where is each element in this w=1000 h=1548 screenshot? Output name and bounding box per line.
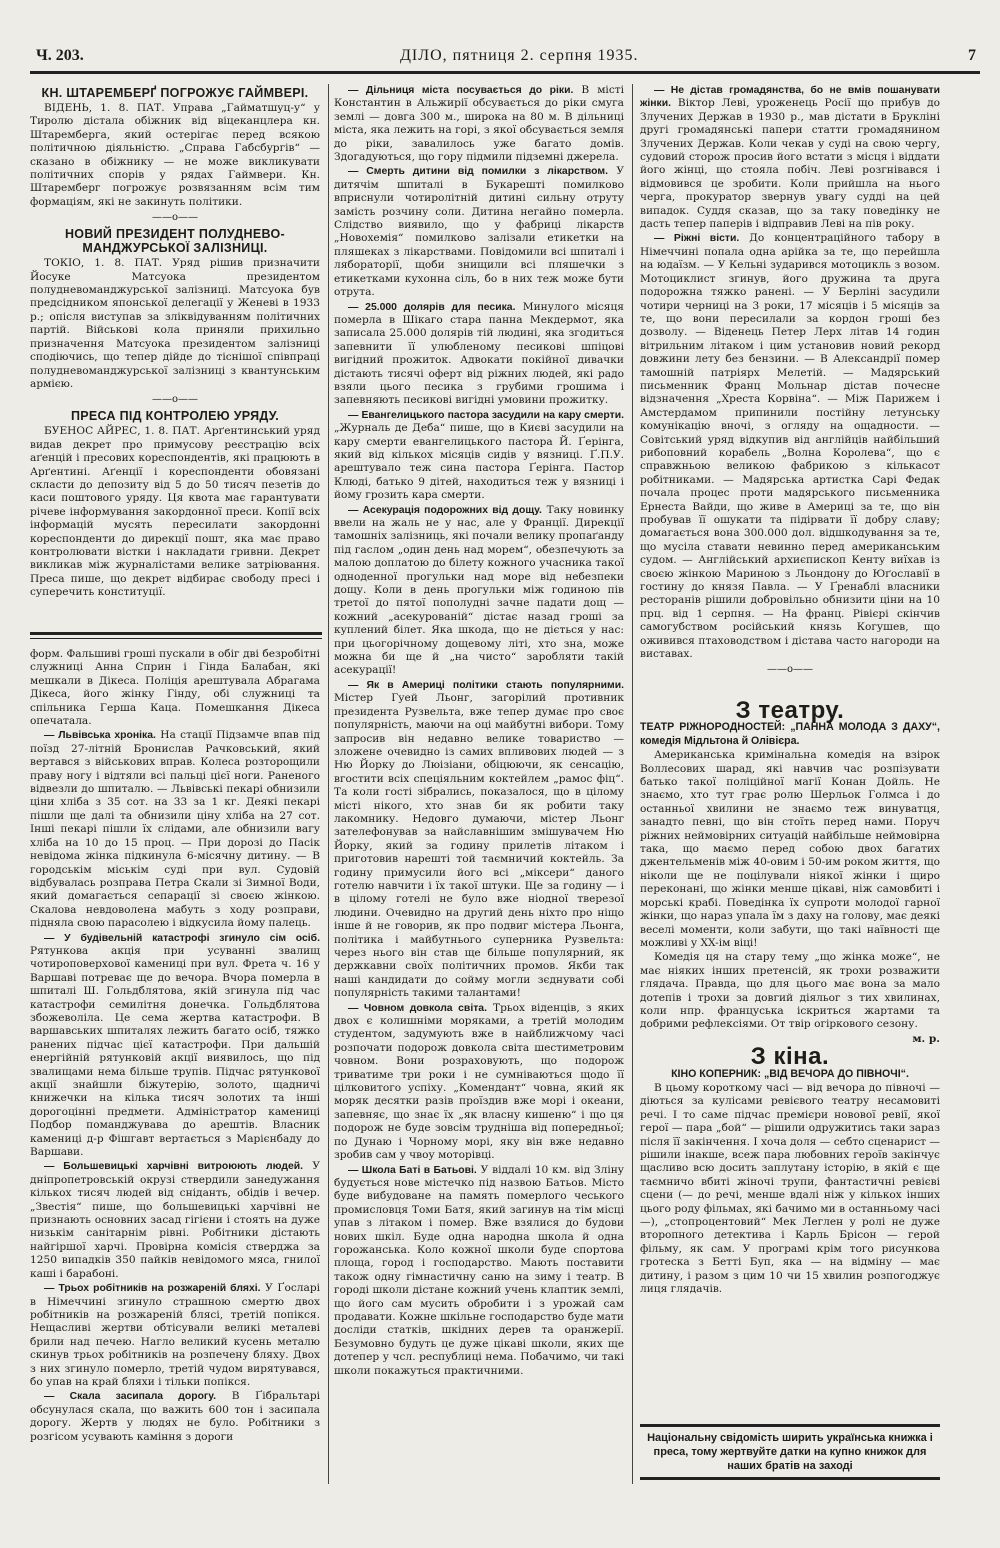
article-body: ТОКІО, 1. 8. ПАТ. Уряд рішив призначити Йосуке Матсуока президентом полудневоманджурської залізниці. Матсуока був предсідником японської делегації у Женеві в 1933 р.; опісля виступав за зліквідуванням політичних партій. Військові кола приняли прихильно призначення Матсуока президентом залізниці сподіючись, що тепер дійде до тіснішої співпраці полудневоманджурської залізниці з квантунським армією. bbox=[30, 257, 320, 390]
news-item: — Львівська хроніка. На стації Підзамче впав під поїзд 27-літній Бронислав Рачковський, який вертався з військових вправ. Колеса розторощили праву ногу і відтяли всі пальці цієї ноги. Раненого відвезли до шпиталю. — Львівські пекарі обнизили ціни хліба з 35 сот. на 33 за 1 кг. Деякі пекарі пішли ще далі та обнизили ціну хліба на 27 сот. Інші пекарі пішли їх слідами, але обнизили вагу хліба на 10 до 15 проц. — При дорозі до Пасік невідома жінка підкинула 6-місячну дитину. — В городськім міськім суді при вул. Судовій відбувалась розправа Петра Скали зі Зимної Води, який домагається сепарації зі своєю жінкою. Скалова невдоволена мабуть з ходу розправи, підняла свою парасолею і відкусила йому палець. bbox=[30, 729, 320, 930]
news-item: — Школа Баті в Батьові. У віддалі 10 км. від Зліну будується нове містечко під назвою Батьов. Місто буде вибудоване на память померлого чеського промисловця Томи Батя, який загинув на тім місці упав з літаком і помер. Вже взялися до будови нових шкіл. Буде одна народна школа й одна горожанська. Коло кожної школи буде спортова площа, город і господарство. Мають поставити також одну гімнастичну саню на зиму і театр. В городі школи дістане кожний учень клаптик землі, що його сам мусить обробити і з урожай сам продавати. Кожне шкільне господарство буде мати досліди статків, шкідних дерев та оранжерії. Безумовно будуть це дуже цікаві школи, яких ще дотепер у чсл. республиці нема. Побачимо, чи такі школи покажуться практичними. bbox=[334, 1163, 624, 1377]
divider: ——o—— bbox=[151, 212, 199, 224]
news-item: — Дільниця міста посувається до ріки. В місті Константин в Альжирії обсувається до ріки смуга землі — довга 300 м., широка на 80 м. В дільниці міста, яка лежить на горі, з якої обсувається земля до ріки, завалилось уже багато домів. Здогадуються, що гору підмили підземні джерела. bbox=[334, 84, 624, 164]
review-paragraph: Американська кримінальна комедія на взірок Воллесових шарад, які навчив час розпізувати батько такої поліційної магії Конан Дойль. Не знаємо, хто тут грає ролю Шерльок Голмса і до останньої хвилини не знаємо теж винуватця, занадто певні, що він стоїть перед нами. Поруч ріжних неймовірних ситуацій найбільше неймовірна така, що маємо перед собою двох багатих джентельменів між 40-овим і 50-им роком життя, що ніколи ще не поцілували ніякої жінки і щиро переконані, що жінки менше цікаві, ніж самовбиті і морські крабі. Поведінка їх супроти молодої гарної жінки, що нараз упала їм з даху на голову, має деякі веселі моменти, коли забути, що такі наївності ще можливі у XX-ім віці! bbox=[640, 749, 940, 949]
news-item: — Човном довкола світа. Трьох віденців, з яких двох є колишніми моряками, а третій молодим студентом, задумують вже в найближчому часі розпочати подорож довкола світа шестиметровим човном. Вони розраховують, що подорож триватиме три роки і не сумніваються щодо її цілковитого успіху. „Комендант“ човна, який як моряк десятки разів проїздив вже морі і океани, запевняє, що знає їх „як власну кишеню“ і що ця подорож не буде зовсім трудніша від попередньої; по Дунаю і Чорному морі, яку він вже недавно зробив сам у чвоу моторівці. bbox=[334, 1001, 624, 1162]
news-item: — Скала засипала дорогу. В Ґібральтарі обсунулася скала, що важить 600 тон і засипала дорогу. Жертв у людях не було. Робітники з розгісом усувають каміння з дороги bbox=[30, 1390, 320, 1443]
news-item: — У будівельній катастрофі згинуло сім осіб. Рятункова акція при усуванні звалищ чотироповерхової камениці при вул. Фрета ч. 16 у Варшаві потреває ще до вечора. Вчора померла в шпиталі Ш. Гольдблятова, якій згинула під час катастрофи семилітня донечка. Гольдблятова збожеволіла. Це сема жертва катастрофи. В варшавських шпиталях лежить багато осіб, тяжко ранених підчас цієї катастрофи. При дальшій енергійній рятунковій акції виявилось, що під звалищами нема більше трупів. Підчас рятункової акції знайшли біжутерію, золото, щадничі книжечки на кілька тисяч золотих та інші дорогоцінні предмети. Адміністратор камениці Подбор поманджувава до арештів. Власник камениці д-р Фішгавт вертається з Марієнбаду до Варшави. bbox=[30, 932, 320, 1159]
news-item: — Ріжні вісти. До концентраційного табору в Німеччині попала одна арійка за те, що перейшла на юдаїзм. — У Кельні зударився мотоцикль з возом. Мотоциклист згинув, його дружина та друга подорожна тяжко ранені. — У Берліні засудили чотири черниці на 3 роки, 17 місяців і 5 місяців за те, що вони пересилали за кордон гроші без дозволу. — Віденець Петер Лерх літав 14 годин вітрильним літаком і цим установив новий рекорд довжини лету без бензини. — В Александрії помер тамошній патріярх Мелетій. — Мадярський письменник Франц Мольнар дістав почесне відзначення „Хреста Корвіна“. — Між Парижем і Амстердамом припинили постійну летунську комунікацію вночі, з огляду на ощадности. — Совітський уряд відкупив від англійців найбільший рибоповний корабель „Волна Королева“, що є справжньою великою фабрикою з кількасот робітниками. — Мадярська артистка Сарі Федак почала процес проти мадярського письменника Ернеста Вайди, що живе в Америці за те, що він пробував її ошукати та підірвати її добру славу; домагається вона 300.000 дол. відшкодування за те, що мусіла ставати невинно перед американським судом. — Англійський архиєпископ Кенту виїхав із своєю жінкою Мариною з Льондону до Юґославії в гостину до князя Павла. — У Ґренаблі власники ресторанів рішили добровільно обнизити ціни на 10 прц. від 1 серпня. — На франц. Рівієрі скінчив самогубством російський князь Когушев, що оживився птаховодством і дістава часто нагороди на виставах. bbox=[640, 232, 940, 661]
review-paragraph: В цьому короткому часі — від вечора до півночі — діються за кулісами ревієвого театру несамовиті речі. І то саме підчас премієри новової ревії, якої герої — пара „бой“ — рішили одружитись таки зараз після її закінчення. І хоча доля — себто сценарист — рішили інакше, всеж пара любовних героїв закінчує щасливо всю досить заплутану історію, в якій є ще таємничо вбиті жіночі трупи, фантастичні ревієві сцени (— до речі, менше вдалі ніж у кількох інших цього роду фільмах, які бачимо ми в останньому часі —), „стопроцентовий“ Мек Леглен у ролі не дуже второпного детектива і Карль Брісон — герой фільму, як сам. У програмі крім того рисунковa гротеска з Бетті Буп, яка — на відміну — має дитину, і разом з цим 10 чи 15 хвилин розпогоджує лиця глядачів. bbox=[640, 1081, 940, 1296]
news-item: — Як в Америці політики стають популярними. Містер Гуей Льонг, загорілий противник президента Рузвельта, вже тепер думає про своє популярність, маючи на оці майбутні вибори. Тому запросив він недавно велике товариство — зложене очевидно із самих впливових людей — з Ню Йорку до Люізіани, обіцюючи, як сенсацію, вгостити всіх спеціяльним коктейлем „рамос фіц“. Та коли гості зібрались, показалося, що в цілому місті нікого, хто знав би як робити таку лакомнику. Недовго думаючи, містер Льонг зателефонував за найславнішим змішувачем Ню Йорку, який за годину прилетів літаком і приготовив нарешті той таємничий коктейль. За годину примусили його всі „міксери“ даного готелю навчити і їх такої штуки. Ще за годину — і в цілому готелі не було вже ніодної тверезої людини. Очевидно на другий день ніхто про ніщо інше й не говорив, як про подвиг містера Льонга, політика і майбутнього суперника Рузвельта: через нього він став ще більше популярний, як держкавни своїх політичних промов. Якби так наші кандидати до сойму могли зєднувати собі популярність такими талантами! bbox=[334, 679, 624, 1000]
news-item: — Трьох робітників на розжареній бляхі. У Ґосларі в Німеччині згинуло страшною смертю двох робітників на розжареній блясі, третій попікся. Нещасливі жертви обтісували великі металеві брили над печею. Нагло великий кусень металю скинув трьох робітників на розпечену бляху. Двох з них згинуло померло, третій чудом вирятувався, бо упав на край бляхи і тільки попікся. bbox=[30, 1282, 320, 1388]
theatre-review-heading: ТЕАТР РІЖНОРОДНОСТЕЙ: „ПАННА МОЛОДА З ДАХУ“, комедія Мідльтона й Олівієра. bbox=[640, 721, 940, 747]
review-paragraph: Комедія ця на стару тему „що жінка може“, не має ніяких інших претенсій, як трохи розважити глядача. Правда, що для цього має вона за мало дотепів і трохи за довгий діяльог з тих хвилинах, коли нпр. француська іскриться жартами та добрими рефлексіями. От твір огіркового сезону. bbox=[640, 951, 940, 1031]
news-item: форм. Фальшиві гроші пускали в обіг дві безробітні служниці Анна Сприн і Гінда Балабан, які мешкали в Дікеса. Поліція арештувала Абрагама Дікеса, його жінку Гінду, обі служниці та спільника Герша Каца. Помешкання Дікеса опечатала. bbox=[30, 648, 320, 728]
news-item: — Не дістав громадянства, бо не вмів пошанувати жінки. Віктор Леві, уроженець Росії що прибув до Злучених Держав в 1930 р., мав дістати в Брукліні другі громадянські папери статти громадянином Злучених Держав. Коли чекав у суді на свою чергу, судовий сторож просив його встати з місця і віддати його жінці, що стояла побіч. Леві розгнівався і відмовився це зробити. Коли прийшла на нього черга, прокуратор звернув увагу судді на цей випадок. Суддя сказав, що за таку поведінку не дасть тепер паперів і відправив Леві на пів року. bbox=[640, 85, 940, 231]
article-body: ВІДЕНЬ, 1. 8. ПАТ. Управа „Гайматшуц-у“ у Тиролю дістала обіжник від віцеканцлера кн. Штаремберга, який остерігає перед всякою політичною діяльністю. „Справа Габсбургів“ — сказано в обіжнику — не може викликувати політичних спорів у рядах Гаймвери. Кн. Штаремберг погрожує розвязанням всім тим формаціям, які не закинуть політики. bbox=[30, 102, 320, 208]
appeal-box: Національну свідомість ширить українська книжка і преса, тому жертвуйте датки на купно книжок для наших братів на заході bbox=[640, 1424, 940, 1480]
column-3-bottom bbox=[640, 700, 940, 1424]
column-rule-2 bbox=[632, 84, 633, 1484]
article-title: НОВИЙ ПРЕЗИДЕНТ ПОЛУДНЕВО-МАНДЖУРСЬКОЇ ЗАЛІЗНИЦІ. bbox=[64, 227, 286, 256]
divider: ——o—— bbox=[151, 394, 199, 406]
article-body: БУЕНОС АЙРЕС, 1. 8. ПАТ. Арґентинський уряд видав декрет про примусову реєстрацію всіх аґенцій і пресових кореспондентів, які працюють в Арґентині. Аґенції і кореспонденти обовязані скласти до депозиту від 5 до 50 тисяч пезетів до каси поштового уряду. Ця квота має гарантувати річеве інформування закордонної преси. Копії всіх інформацій мусять пересилати закордонні кореспонденти до дирекції пошт, яка має право контролювати вістки і накладати гривни. Декрет викликав між журналістами велике затріювання. Преса пише, що декрет відбирає свободу пресі і суперечить конституції. bbox=[30, 425, 320, 599]
theatre-section-title: З театру. bbox=[735, 700, 845, 724]
column-2 bbox=[334, 84, 624, 1484]
issue-number: Ч. 203. bbox=[36, 47, 84, 64]
article-title: КН. ШТАРЕМБЕРҐ ПОГРОЖУЄ ГАЙМВЕРІ. bbox=[41, 86, 309, 100]
column-1-top bbox=[30, 84, 320, 629]
divider: ——o—— bbox=[766, 664, 814, 676]
column-rule-1 bbox=[328, 84, 329, 1484]
section-rule bbox=[30, 632, 322, 639]
page-number: 7 bbox=[968, 47, 976, 64]
column-1-bottom bbox=[30, 648, 320, 1484]
news-item: — Большевицькі харчівні витроюють людей. У днiпропетровській окрузі ствердили занедужання кількох тисяч людей від сніданть, обідів і вечер. „Звестія“ пише, що большевицькі харчівні не признають основних засад гігієни і стоять на дуже низькім санітарнім рівні. Робітники дістають найгіршої харчі. Провірна комісія стверджа за 1250 випадків 350 пайків невідомого мяса, гнилої каші і барабоні. bbox=[30, 1160, 320, 1280]
masthead-date: ДІЛО, пятниця 2. серпня 1935. bbox=[400, 47, 639, 64]
author-signature: м. р. bbox=[912, 1032, 940, 1045]
cinema-review-heading: КІНО КОПЕРНИК: „ВІД ВЕЧОРА ДО ПІВНОЧІ“. bbox=[671, 1067, 909, 1080]
news-item: — Евангелицького пастора засудили на кару смерти. „Журналь де Деба“ пише, що в Києві засудили на кару смерти евангелицького пастора Й. Ґерінга, який від кількох місяців сидів у вязниці. Ґ.П.У. арештувало теж сина пастора Ґерінга. Пастор Клюді, батько 9 дітей, находиться теж у вязниці і йому грозить кара смерти. bbox=[334, 409, 624, 502]
article-title: ПРЕСА ПІД КОНТРОЛЕЮ УРЯДУ. bbox=[70, 409, 280, 424]
page-header bbox=[30, 44, 980, 74]
news-item: — Смерть дитини від помилки з лікарством. У дитячім шпиталі в Букарешті помилково вприснули чотиролітній дитині сильну отруту замість розчину соли. Дитина негайно померла. Слідство виявило, що у фабриці лікарств „Новохемія“ помилково залізали етикетки на пляшеках з лікарствами. Повідомили всі шпиталі і лябораторії, щоби знищили всі пляшечки з етикетками кухонна сіль, бо в них теж може бути отрута. bbox=[334, 165, 624, 299]
cinema-section-title: З кіна. bbox=[750, 1043, 830, 1071]
column-3-top bbox=[640, 84, 940, 696]
news-item: — 25.000 долярів для песика. Минулого місяця померла в Шікаго стара панна Мекдермот, яка записала 25.000 долярів тій людині, яка згодиться запевнити її улюбленому песикові шпіцові вигідний прожиток. Адвокати покійної дивачки дістають тисячі оферт від ріжних людей, які радо взяли цього песика з грубими грошима і запевняють песикові вигідні умовини прожитку. bbox=[334, 300, 624, 407]
news-item: — Асекурація подорожних від дощу. Таку новинку ввели на жаль не у нас, але у Франції. Дирекції тамошніх залізниць, які почали велику пропаґанду під гаслом „один день над морем“, обезпечують за малою доплатою до білету кожного учасника такої одноденної прогульки над море від небезпеки дощу. Коли в день прогульки між годиною пів третої до пятої пополудні зачне падати дощ — кожний „асекурованій“ дістає назад гроші за куплений білет. Яка шкода, що не діється у нас: при цьогорічному дощевому літі, хто зна, може можна би ще й „на чисто“ заробляти такій асекурації! bbox=[334, 503, 624, 677]
